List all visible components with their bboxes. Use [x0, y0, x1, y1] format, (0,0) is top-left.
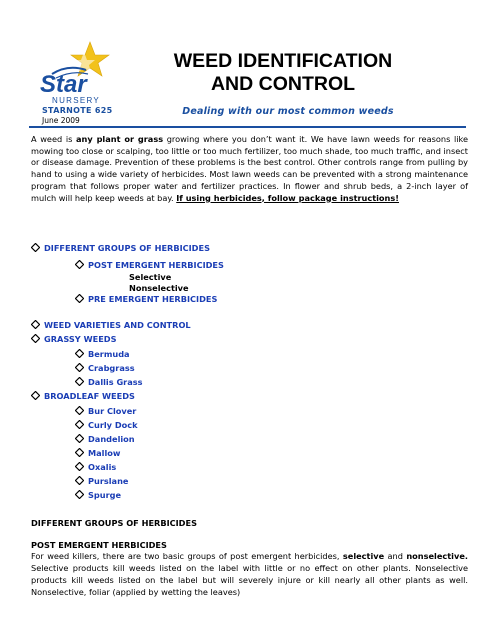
- logo-wordmark: Star: [40, 71, 87, 98]
- diamond-bullet-icon: [75, 462, 84, 471]
- para-text: For weed killers, there are two basic groups of post emergent herbicides,: [31, 551, 343, 561]
- title-line-2: AND CONTROL: [210, 73, 356, 95]
- toc-item-groups[interactable]: [31, 243, 210, 253]
- para-bold: selective: [342, 551, 385, 561]
- header-divider: [29, 126, 466, 128]
- diamond-bullet-icon: [75, 434, 84, 443]
- diamond-bullet-icon: [75, 294, 84, 303]
- diamond-bullet-icon: [75, 377, 84, 386]
- toc-link[interactable]: Spurge: [88, 490, 122, 500]
- star-nursery-logo: [34, 40, 122, 106]
- toc-item-bermuda[interactable]: [75, 349, 130, 359]
- toc-item-nonselective: [129, 283, 189, 293]
- toc-link[interactable]: PRE EMERGENT HERBICIDES: [88, 294, 218, 304]
- title-line-1: WEED IDENTIFICATION: [173, 50, 393, 72]
- page-title: [138, 50, 428, 96]
- intro-warning: If using herbicides, follow package instructions!: [176, 192, 399, 203]
- para-text: Selective products kill weeds listed on the label with little or no effect on other plants. Nonselective products kill weeds listed on the label but will severely injure or kill nearly all other plants as well. Nonselective, foliar (applied by wetting the leaves): [31, 563, 468, 597]
- publication-date: June 2009: [42, 116, 80, 125]
- toc-item-post[interactable]: [75, 260, 224, 270]
- para-bold: nonselective.: [406, 551, 468, 561]
- intro-text-2: growing where you don’t want it. We have lawn weeds for reasons like mowing too close or scalping, too little or too much fertilizer, too much shade, too much traffic, and insect or disease damage. Prevention of these problems is the best control. Other controls range from pulling by hand to using a wide variety of herbicides. Most lawn weeds can be prevented with a strong maintenance program that follows proper water and fertilizer practices. In flower and shrub beds, a 2-inch layer of mulch will help keep weeds at bay.: [31, 134, 469, 203]
- toc-label: Nonselective: [129, 283, 189, 293]
- diamond-bullet-icon: [75, 420, 84, 429]
- section-heading: DIFFERENT GROUPS OF HERBICIDES: [31, 518, 197, 528]
- diamond-bullet-icon: [75, 448, 84, 457]
- diamond-bullet-icon: [75, 490, 84, 499]
- starnote-number: STARNOTE 625: [42, 106, 113, 115]
- diamond-bullet-icon: [75, 349, 84, 358]
- intro-paragraph: [31, 134, 468, 204]
- toc-label: Selective: [129, 272, 172, 282]
- toc-link[interactable]: Oxalis: [88, 462, 117, 472]
- toc-item-crabgrass[interactable]: [75, 363, 135, 373]
- diamond-bullet-icon: [31, 320, 40, 329]
- para-text: and: [384, 551, 407, 561]
- diamond-bullet-icon: [75, 260, 84, 269]
- page-subtitle: Dealing with our most common weeds: [182, 106, 394, 117]
- toc-link[interactable]: Purslane: [88, 476, 129, 486]
- logo-subtext: NURSERY: [52, 96, 101, 105]
- toc-item-dandelion[interactable]: [75, 434, 135, 444]
- toc-link[interactable]: GRASSY WEEDS: [44, 334, 117, 344]
- toc-item-dallis[interactable]: [75, 377, 143, 387]
- intro-text-1: A weed is: [31, 134, 76, 144]
- toc-item-varieties[interactable]: [31, 320, 191, 330]
- toc-link[interactable]: Dandelion: [88, 434, 135, 444]
- diamond-bullet-icon: [75, 476, 84, 485]
- toc-link[interactable]: Bur Clover: [88, 406, 137, 416]
- toc-item-bur-clover[interactable]: [75, 406, 136, 416]
- section-paragraph: [31, 550, 468, 598]
- diamond-bullet-icon: [31, 391, 40, 400]
- diamond-bullet-icon: [31, 243, 40, 252]
- toc-item-oxalis[interactable]: [75, 462, 116, 472]
- toc-link[interactable]: Crabgrass: [88, 363, 135, 373]
- toc-link[interactable]: DIFFERENT GROUPS OF HERBICIDES: [44, 243, 210, 253]
- diamond-bullet-icon: [75, 363, 84, 372]
- section-subheading: POST EMERGENT HERBICIDES: [31, 540, 167, 550]
- toc-link[interactable]: WEED VARIETIES AND CONTROL: [44, 320, 191, 330]
- toc-link[interactable]: Curly Dock: [88, 420, 138, 430]
- toc-link[interactable]: Dallis Grass: [88, 377, 143, 387]
- toc-item-mallow[interactable]: [75, 448, 120, 458]
- diamond-bullet-icon: [75, 406, 84, 415]
- toc-link[interactable]: POST EMERGENT HERBICIDES: [88, 260, 224, 270]
- toc-item-selective: [129, 272, 171, 282]
- toc-link[interactable]: BROADLEAF WEEDS: [44, 391, 135, 401]
- toc-link[interactable]: Bermuda: [88, 349, 130, 359]
- intro-bold-1: any plant or grass: [76, 134, 164, 144]
- toc-item-purslane[interactable]: [75, 476, 128, 486]
- diamond-bullet-icon: [31, 334, 40, 343]
- toc-link[interactable]: Mallow: [88, 448, 121, 458]
- toc-item-grassy[interactable]: [31, 334, 116, 344]
- toc-item-broadleaf[interactable]: [31, 391, 135, 401]
- toc-item-pre[interactable]: [75, 294, 217, 304]
- toc-item-spurge[interactable]: [75, 490, 121, 500]
- toc-item-curly-dock[interactable]: [75, 420, 138, 430]
